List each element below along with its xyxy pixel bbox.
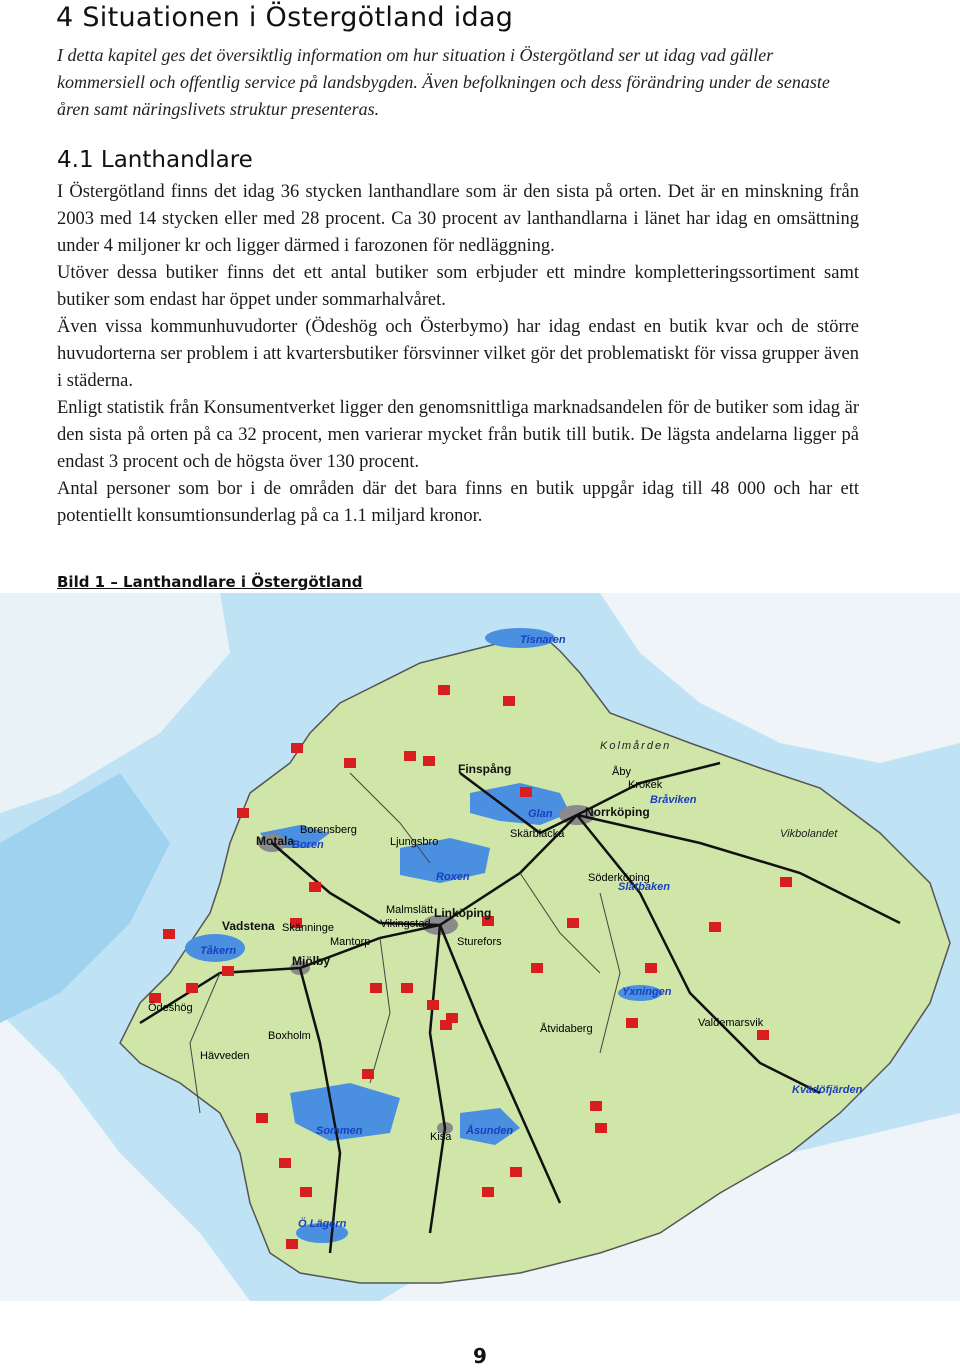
town-label: Linköping [434,906,492,920]
town-label: Söderköping [588,872,650,884]
water-label: Åsunden [466,1125,514,1137]
town-label: Ljungsbro [390,836,439,848]
shop-icon [222,966,234,976]
shop-icon [427,1000,439,1010]
shop-icon [401,983,413,993]
shop-icon [482,1187,494,1197]
paragraph: I Östergötland finns det idag 36 stycken lanthandlare som är den sista på orten. Det är en minskning från 2003 med 14 stycken eller med 28 procent. Ca 30 procent av lanthandlarna i länet har idag en omsättning under 4 miljoner kr och ligger därmed i farozonen för nedläggning. [57,182,859,256]
water-label: Bråviken [650,794,697,806]
town-label: Valdemarsvik [698,1017,764,1029]
shop-icon [503,696,515,706]
water-label: Ö Lägern [298,1218,347,1230]
town-label: Vikingstad [380,918,431,930]
shop-icon [300,1187,312,1197]
shop-icon [757,1030,769,1040]
water-label: Roxen [436,871,470,883]
town-label: Norrköping [585,805,650,819]
map-svg [0,593,960,1301]
shop-icon [286,1239,298,1249]
town-label: Ödeshög [148,1002,193,1014]
shop-icon [709,922,721,932]
shop-icon [626,1018,638,1028]
town-label: Mantorp [330,936,371,948]
paragraph: Antal personer som bor i de områden där det bara finns en butik uppgår idag till 48 000 och har ett potentiellt konsumtionsunderlag på ca 1.1 miljard kronor. [57,479,859,526]
region-label: Kolmården [600,740,672,752]
shop-icon [531,963,543,973]
shop-icon [291,743,303,753]
shop-icon [645,963,657,973]
town-label: Sturefors [457,936,502,948]
town-label: Boxholm [268,1030,311,1042]
water-label: Sommen [316,1125,363,1137]
shop-icon [344,758,356,768]
shop-icon [362,1069,374,1079]
county-map [0,593,960,1301]
chapter-intro: I detta kapitel ges det översiktlig information om hur situation i Östergötland ser ut idag vad gäller kommersiell och offentlig service på landsbygden. Även befolkningen och dess förändring under de senaste åren samt näringslivets struktur presenteras. [57,45,830,119]
water-label: Tåkern [200,945,237,957]
shop-icon [256,1113,268,1123]
shop-icon [309,882,321,892]
town-label: Skänninge [282,922,334,934]
town-label: Kisa [430,1131,452,1143]
town-label: Malmslätt [386,904,434,916]
water-label: Tisnaren [520,634,566,646]
water-label: Kvädöfjärden [792,1084,863,1096]
town-label: Skärblacka [510,828,565,840]
shop-icon [446,1013,458,1023]
town-label: Åby [612,766,631,778]
town-label: Finspång [458,762,512,776]
shop-icon [279,1158,291,1168]
town-label: Vadstena [222,919,275,933]
paragraph: Även vissa kommunhuvudorter (Ödeshög och Österbymo) har idag endast en butik kvar och de större huvudorterna ser problem i att kvartersbutiker försvinner vilket gör det problematiskt för vissa grupper även i städerna. [57,317,859,391]
paragraph: Enligt statistik från Konsumentverket ligger den genomsnittliga marknadsandelen för de butiker som idag är den sista på orten på ca 32 procent, men varierar mycket från butik till butik. De lägsta andelarna ligger på endast 3 procent och de högsta över 130 procent. [57,398,859,472]
town-label: Åtvidaberg [540,1023,593,1035]
water-label: Slätbaken [618,881,670,893]
shop-icon [510,1167,522,1177]
town-label: Mjölby [292,954,330,968]
paragraph: Utöver dessa butiker finns det ett antal butiker som erbjuder ett mindre kompletteringssortiment samt butiker som endast har öppet under sommarhalvåret. [57,263,859,310]
town-label: Motala [256,834,295,848]
shop-icon [163,929,175,939]
section-title: 4.1 Lanthandlare [57,147,253,173]
section-body [57,179,859,530]
shop-icon [780,877,792,887]
town-label: Krokek [628,779,663,791]
shop-icon [590,1101,602,1111]
town-label: Hävveden [200,1050,250,1062]
shop-icon [595,1123,607,1133]
shop-icon [520,787,532,797]
figure-caption: Bild 1 – Lanthandlare i Östergötland [57,573,363,591]
shop-icon [237,808,249,818]
shop-icon [404,751,416,761]
shop-icon [370,983,382,993]
shop-icon [186,983,198,993]
page-number: 9 [473,1344,487,1368]
shop-icon [567,918,579,928]
shop-icon [438,685,450,695]
water-label: Yxningen [622,986,672,998]
region-label: Vikbolandet [780,828,838,840]
town-label: Borensberg [300,824,357,836]
water-label: Glan [528,808,553,820]
chapter-title: 4 Situationen i Östergötland idag [56,2,514,33]
shop-icon [423,756,435,766]
water-label: Boren [292,839,324,851]
